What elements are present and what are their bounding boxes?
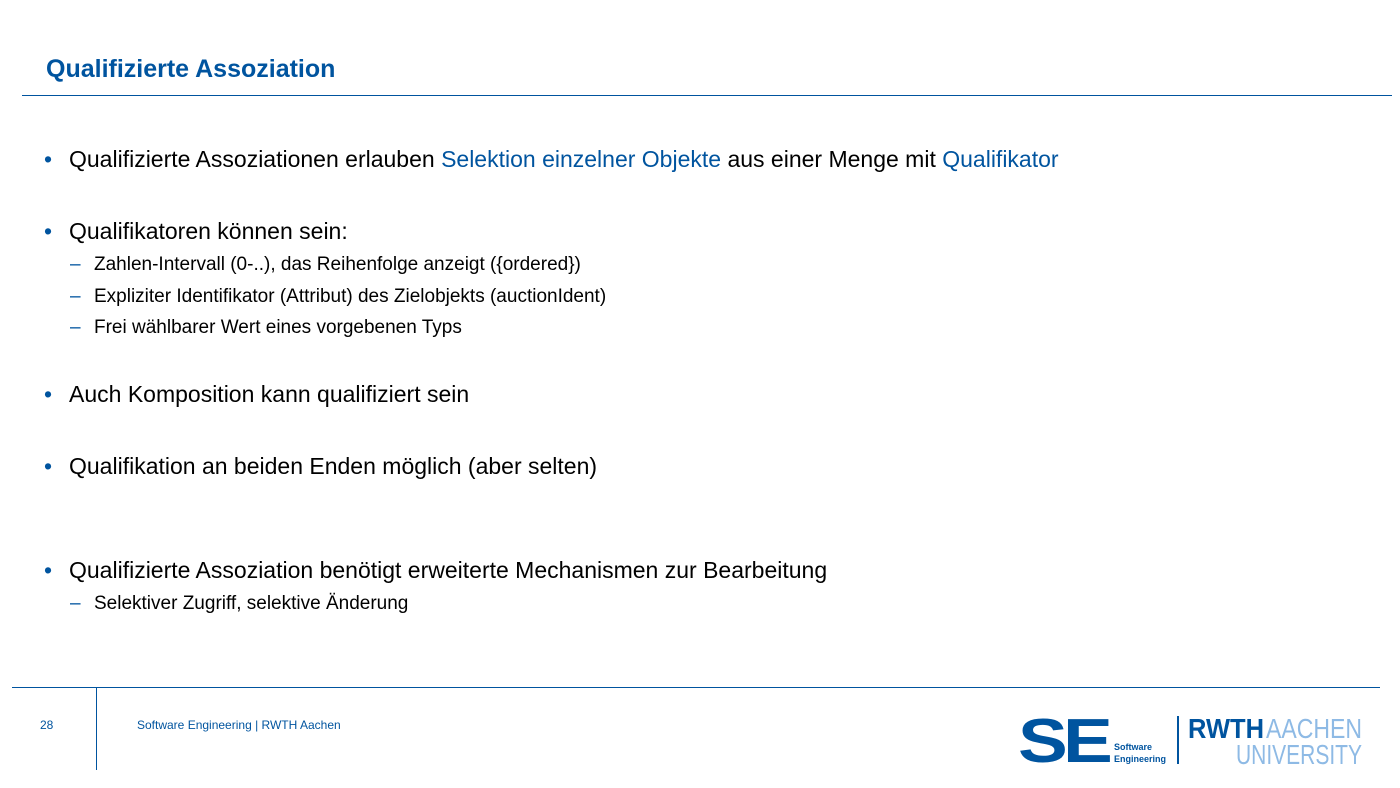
bullet-both-ends xyxy=(44,453,597,480)
sub-item-text: Frei wählbarer Wert eines vorgebenen Typs xyxy=(94,317,462,338)
se-logo-mark: SE xyxy=(1018,707,1110,776)
logo-separator xyxy=(1177,716,1179,764)
dash-icon: – xyxy=(70,593,81,614)
sub-item xyxy=(70,317,462,339)
bullet-dot-icon: • xyxy=(44,381,53,407)
rwth-logo-line2: UNIVERSITY xyxy=(1236,739,1363,770)
dash-icon: – xyxy=(70,317,81,338)
highlight-qualifier: Qualifikator xyxy=(942,146,1059,172)
bullet-dot-icon: • xyxy=(44,453,53,479)
se-logo-line2: Engineering xyxy=(1114,754,1167,764)
sub-item xyxy=(70,593,408,615)
bullet-text: Qualifizierte Assoziation benötigt erweiterte Mechanismen zur Bearbeitung xyxy=(69,557,828,583)
se-logo-line1: Software xyxy=(1114,742,1153,752)
bullet-text: Auch Komposition kann qualifiziert sein xyxy=(69,381,470,407)
bullet-qualifier-types xyxy=(44,218,348,245)
bullet-composition xyxy=(44,381,469,408)
dash-icon: – xyxy=(70,254,81,275)
sub-item-text: Expliziter Identifikator (Attribut) des Zielobjekts (auctionIdent) xyxy=(94,286,607,307)
sub-item xyxy=(70,286,606,308)
bullet-text: Qualifikatoren können sein: xyxy=(69,218,348,244)
sub-item-text: Zahlen-Intervall (0-..), das Reihenfolge anzeigt ({ordered}) xyxy=(94,254,581,275)
bullet-text-part: Qualifizierte Assoziationen erlauben xyxy=(69,146,442,172)
sub-item xyxy=(70,254,581,276)
rwth-logo xyxy=(1188,712,1364,768)
bullet-text: Qualifikation an beiden Enden möglich (aber selten) xyxy=(69,453,598,479)
footer-divider xyxy=(12,687,1380,688)
rwth-logo-part1: RWTH xyxy=(1188,713,1264,744)
footer-vertical-divider xyxy=(96,688,97,770)
bullet-mechanisms xyxy=(44,557,827,584)
title-divider xyxy=(22,95,1392,96)
bullet-dot-icon: • xyxy=(44,557,53,583)
sub-item-text: Selektiver Zugriff, selektive Änderung xyxy=(94,593,409,614)
slide-title: Qualifizierte Assoziation xyxy=(46,55,336,83)
bullet-dot-icon: • xyxy=(44,218,53,244)
rwth-logo-part2: AACHEN xyxy=(1266,713,1362,744)
highlight-selection: Selektion einzelner Objekte xyxy=(441,146,722,172)
se-logo xyxy=(1018,707,1178,776)
bullet-text-part: aus einer Menge mit xyxy=(721,146,943,172)
bullet-selection xyxy=(44,146,1059,173)
dash-icon: – xyxy=(70,286,81,307)
page-number: 28 xyxy=(40,718,54,732)
footer-text: Software Engineering | RWTH Aachen xyxy=(137,718,341,732)
bullet-dot-icon: • xyxy=(44,146,53,172)
